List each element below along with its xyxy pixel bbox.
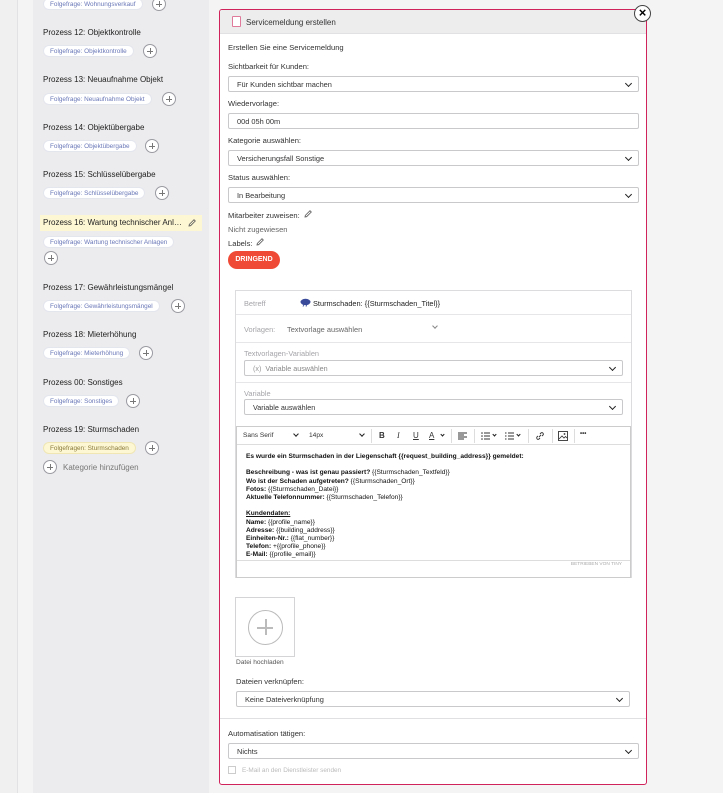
followup-tag[interactable]: Folgefrage: Objektübergabe	[43, 140, 137, 152]
bullet-list-icon[interactable]	[481, 432, 490, 440]
editor-line	[246, 453, 524, 461]
variable-select[interactable]	[244, 399, 623, 415]
visibility-select[interactable]	[228, 76, 639, 92]
process-title[interactable]: Prozess 13: Neuaufnahme Objekt	[43, 75, 164, 84]
editor-line-bold: E-Mail:	[246, 551, 268, 559]
editor-line	[246, 519, 524, 527]
add-category-icon[interactable]	[43, 460, 57, 474]
urgent-badge[interactable]: DRINGEND	[228, 251, 280, 269]
editor-line-text: {{profile_name}}	[266, 518, 315, 526]
editor-line-text: {{Sturmschaden_Ort}}	[348, 477, 415, 485]
chevron-down-icon	[492, 432, 496, 436]
text-vars-select[interactable]	[244, 360, 623, 376]
edit-pencil-icon[interactable]	[303, 209, 313, 219]
toolbar-divider	[552, 429, 553, 443]
editor-line-text: {{Sturmschaden_Telefon}}	[324, 493, 403, 501]
subject-value[interactable]: Sturmschaden: {{Sturmschaden_Titel}}	[313, 299, 441, 308]
automation-select[interactable]	[228, 743, 639, 759]
toolbar-divider	[528, 429, 529, 443]
followup-tag-selected[interactable]: Folgefragen: Sturmschaden	[43, 442, 136, 454]
link-icon[interactable]	[535, 431, 545, 441]
more-options-button[interactable]: •••	[580, 431, 587, 437]
followup-tag[interactable]: Folgefrage: Objektkontrolle	[43, 45, 134, 57]
chevron-down-icon	[616, 695, 623, 702]
automation-label: Automatisation tätigen:	[228, 729, 306, 738]
visibility-value: Für Kunden sichtbar machen	[237, 80, 332, 89]
close-icon[interactable]: ×	[634, 5, 651, 22]
resubmission-label: Wiedervorlage:	[228, 99, 280, 108]
chevron-down-icon	[625, 191, 632, 198]
toolbar-divider	[574, 429, 575, 443]
process-title[interactable]: Prozess 15: Schlüsselübergabe	[43, 170, 156, 179]
followup-tag[interactable]: Folgefrage: Neuaufnahme Objekt	[43, 93, 152, 105]
editor-line	[246, 535, 524, 543]
editor-line-bold: Fotos:	[246, 485, 267, 493]
editor-line-bold: Name:	[246, 518, 267, 526]
templates-label: Vorlagen:	[244, 325, 276, 334]
file-link-select[interactable]	[236, 691, 630, 707]
automation-value: Nichts	[237, 747, 258, 756]
variable-value: Variable auswählen	[253, 403, 316, 412]
assign-label: Mitarbeiter zuweisen:	[228, 211, 300, 220]
editor-line-text: {{flat_number}}	[288, 534, 335, 542]
editor-line-bold: Telefon:	[246, 543, 272, 551]
status-label: Status auswählen:	[228, 173, 291, 182]
editor-line-bold: Wo ist der Schaden aufgetreten?	[246, 477, 349, 485]
status-select[interactable]	[228, 187, 639, 203]
followup-tag[interactable]: Folgefrage: Wohnungsverkauf	[43, 0, 143, 10]
chevron-down-icon	[625, 154, 632, 161]
storm-cloud-icon	[300, 298, 311, 307]
toolbar-divider	[371, 429, 372, 443]
add-category-link[interactable]: Kategorie hinzufügen	[63, 463, 139, 472]
followup-tag[interactable]: Folgefrage: Sonstiges	[43, 395, 119, 407]
editor-line-bold: Es wurde ein Sturmschaden in der Liegenschaft {{request_building_address}} gemeldet:	[246, 453, 524, 460]
chevron-down-icon	[440, 432, 444, 436]
document-icon	[232, 16, 241, 27]
editor-line	[246, 469, 524, 477]
editor-line	[246, 527, 524, 535]
service-report-modal	[219, 9, 647, 785]
resubmission-value: 00d 05h 00m	[237, 117, 281, 126]
image-icon[interactable]	[558, 431, 568, 441]
underline-button[interactable]: U	[413, 431, 419, 440]
toolbar-divider	[474, 429, 475, 443]
followup-tag[interactable]: Folgefrage: Schlüsselübergabe	[43, 187, 145, 199]
subject-row	[236, 291, 631, 315]
chevron-down-icon	[432, 323, 438, 329]
templates-row	[236, 315, 631, 343]
editor-line	[246, 551, 524, 559]
intro-text: Erstellen Sie eine Servicemeldung	[228, 43, 344, 52]
email-composer	[235, 290, 632, 578]
add-plus-icon[interactable]	[145, 139, 159, 153]
editor-line-bold: Beschreibung - was ist genau passiert?	[246, 469, 371, 477]
editor-line-bold: Einheiten-Nr.:	[246, 534, 289, 542]
align-left-icon[interactable]	[458, 432, 467, 440]
visibility-label: Sichtbarkeit für Kunden:	[228, 62, 310, 71]
variable-icon: (x)	[253, 364, 262, 373]
modal-title: Servicemeldung erstellen	[246, 18, 336, 27]
process-title[interactable]: Prozess 14: Objektübergabe	[43, 123, 145, 132]
rich-text-editor[interactable]	[236, 426, 631, 578]
chevron-down-icon	[359, 431, 365, 437]
add-plus-icon[interactable]	[152, 0, 166, 11]
editor-line-bold: Kundendaten:	[246, 510, 291, 518]
chevron-down-icon	[625, 747, 632, 754]
editor-statusbar: BETRIEBEN VON TINY	[237, 560, 630, 568]
text-vars-label: Textvorlagen-Variablen	[244, 349, 320, 358]
italic-button[interactable]: I	[397, 431, 400, 440]
toolbar-divider	[451, 429, 452, 443]
process-title-selected[interactable]: Prozess 16: Wartung technischer Anl…	[40, 215, 202, 231]
process-title[interactable]: Prozess 17: Gewährleistungsmängel	[43, 283, 174, 292]
upload-label: Datei hochladen	[236, 659, 284, 666]
edit-pencil-icon[interactable]	[187, 218, 197, 228]
add-plus-icon[interactable]	[145, 441, 159, 455]
process-title[interactable]: Prozess 12: Objektkontrolle	[43, 28, 141, 37]
editor-line	[246, 502, 524, 510]
editor-line-text: {{building_address}}	[274, 526, 335, 534]
editor-line-text: {{profile_email}}	[267, 551, 316, 559]
process-title[interactable]: Prozess 18: Mieterhöhung	[43, 330, 137, 339]
editor-line	[246, 478, 524, 486]
left-rail	[0, 0, 18, 793]
process-sidebar	[33, 0, 209, 793]
resubmission-input[interactable]	[228, 113, 639, 129]
chevron-down-icon	[293, 431, 299, 437]
modal-header	[220, 10, 646, 34]
font-family-select[interactable]: Sans Serif	[243, 432, 274, 439]
chevron-down-icon	[609, 364, 616, 371]
email-provider-label: E-Mail an den Dienstleister senden	[242, 767, 342, 774]
bold-button[interactable]: B	[379, 431, 385, 440]
editor-content[interactable]	[246, 453, 524, 559]
add-plus-icon[interactable]	[139, 346, 153, 360]
editor-line	[246, 543, 524, 551]
assign-value: Nicht zugewiesen	[228, 225, 288, 234]
email-provider-checkbox[interactable]	[228, 766, 236, 774]
category-select[interactable]	[228, 150, 639, 166]
editor-line-text: +{{profile_phone}}	[271, 543, 326, 551]
variable-row	[236, 383, 631, 426]
file-link-label: Dateien verknüpfen:	[236, 677, 304, 686]
add-plus-icon[interactable]	[143, 44, 157, 58]
editor-line	[246, 486, 524, 494]
file-link-value: Keine Dateiverknüpfung	[245, 695, 324, 704]
add-plus-icon[interactable]	[126, 394, 140, 408]
labels-label: Labels:	[228, 239, 253, 248]
add-plus-icon[interactable]	[171, 299, 185, 313]
category-label: Kategorie auswählen:	[228, 136, 302, 145]
text-vars-value: Variable auswählen	[265, 364, 328, 373]
add-plus-icon[interactable]	[162, 92, 176, 106]
category-value: Versicherungsfall Sonstige	[237, 154, 325, 163]
numbered-list-icon[interactable]	[505, 432, 514, 440]
editor-line	[246, 494, 524, 502]
add-plus-icon[interactable]	[155, 186, 169, 200]
variable-label: Variable	[244, 389, 271, 398]
editor-line	[246, 510, 524, 518]
font-size-select[interactable]: 14px	[309, 432, 324, 439]
chevron-down-icon	[609, 403, 616, 410]
editor-line-text: {{Sturmschaden_Datei}}	[266, 485, 339, 493]
upload-plus-icon	[248, 610, 283, 645]
text-color-button[interactable]: A	[429, 431, 435, 440]
process-title[interactable]: Prozess 00: Sonstiges	[43, 378, 123, 387]
process-title[interactable]: Prozess 19: Sturmschaden	[43, 425, 140, 434]
editor-line-text: {{Sturmschaden_Textfeld}}	[370, 469, 450, 477]
status-value: In Bearbeitung	[237, 191, 286, 200]
edit-pencil-icon[interactable]	[255, 237, 265, 247]
editor-line	[246, 461, 524, 469]
subject-label: Betreff	[244, 299, 266, 308]
followup-tag[interactable]: Folgefrage: Gewährleistungsmängel	[43, 300, 160, 312]
text-vars-row	[236, 343, 631, 383]
editor-toolbar	[237, 427, 630, 445]
chevron-down-icon	[625, 80, 632, 87]
section-divider	[220, 718, 646, 719]
templates-select[interactable]: Textvorlage auswählen	[287, 325, 363, 334]
upload-dropzone[interactable]	[235, 597, 295, 657]
chevron-down-icon	[516, 432, 520, 436]
editor-line-bold: Aktuelle Telefonnummer:	[246, 493, 325, 501]
followup-tag[interactable]: Folgefrage: Wartung technischer Anlagen	[43, 236, 174, 248]
add-plus-icon[interactable]	[44, 251, 58, 265]
followup-tag[interactable]: Folgefrage: Mieterhöhung	[43, 347, 130, 359]
editor-line-bold: Adresse:	[246, 526, 275, 534]
